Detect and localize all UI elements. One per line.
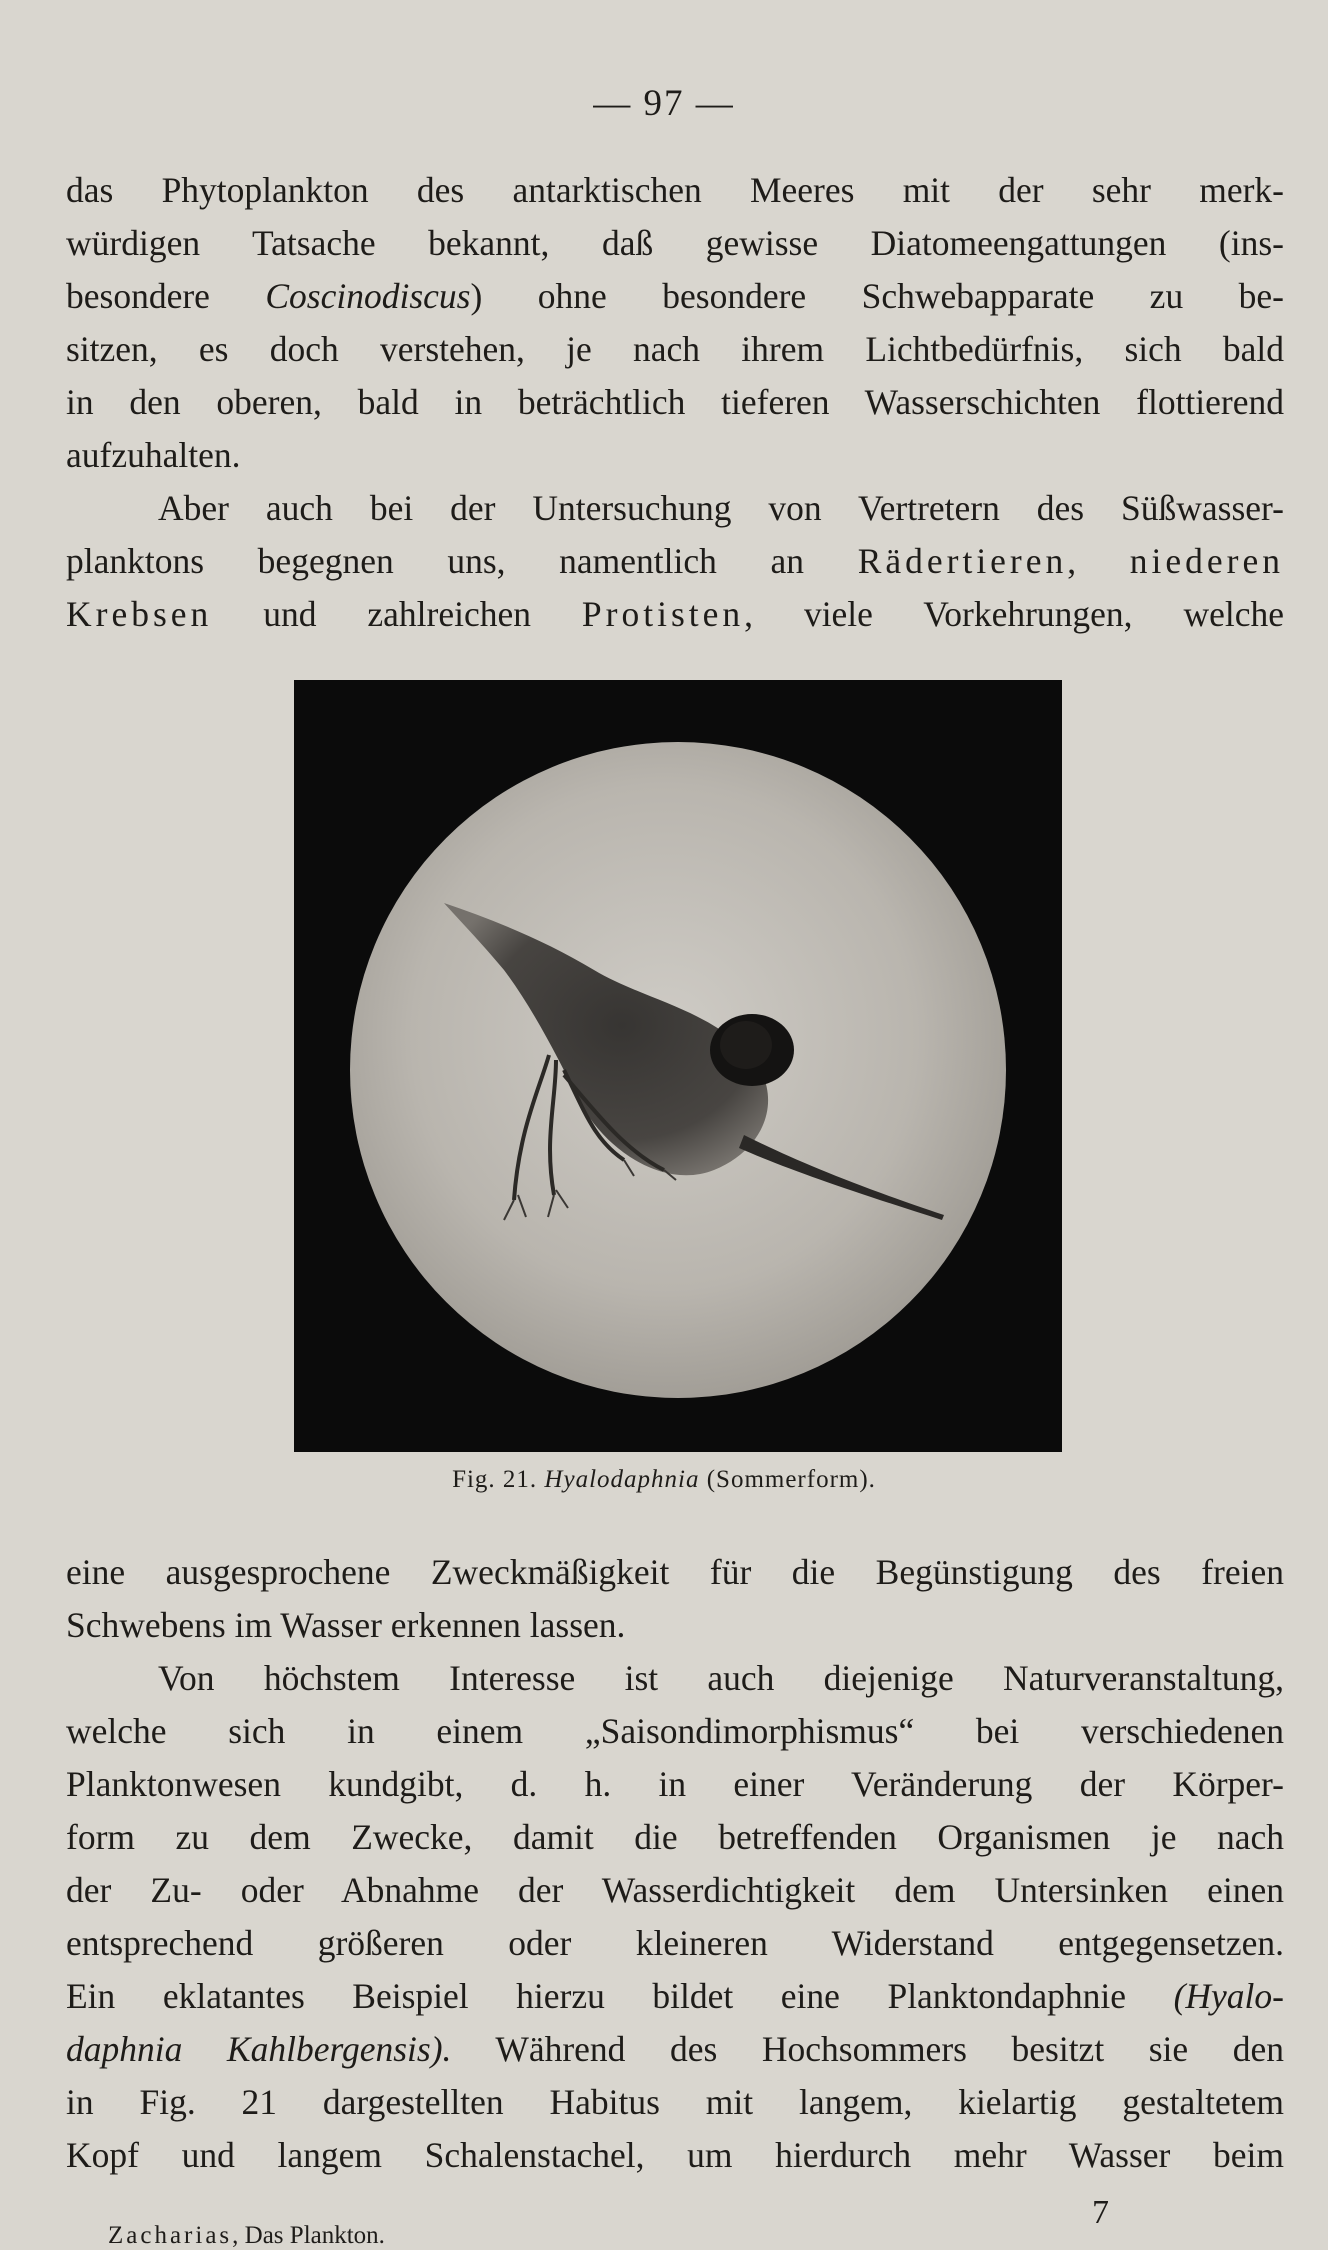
text-line xyxy=(66,1970,1284,2023)
text-line: entsprechend größeren oder kleineren Widerstand entgegensetzen. xyxy=(66,1923,1284,1963)
text-line: würdigen Tatsache bekannt, daß gewisse Diatomeengattungen (ins- xyxy=(66,223,1284,263)
footer-sheet-number: 7 xyxy=(1092,2194,1109,2231)
text-line: in Fig. 21 dargestellten Habitus mit langem, kielartig gestaltetem xyxy=(66,2082,1284,2122)
spaced-term: Krebsen xyxy=(66,594,213,634)
caption-prefix: Fig. 21. xyxy=(452,1466,545,1493)
text-segment: , viele Vorkehrungen, welche xyxy=(744,594,1284,634)
top-text-block xyxy=(66,164,1284,641)
footer-title: , Das Plankton. xyxy=(232,2222,385,2249)
footer-author: Zacharias xyxy=(108,2222,233,2249)
hyalodaphnia-micrograph xyxy=(294,680,1062,1452)
text-line xyxy=(66,588,1284,641)
text-line: der Zu- oder Abnahme der Wasserdichtigkeit dem Untersinken einen xyxy=(66,1870,1284,1910)
text-line xyxy=(66,2023,1284,2076)
text-line xyxy=(66,535,1284,588)
text-segment: Während des Hochsommers besitzt sie den xyxy=(451,2029,1284,2069)
text-line: aufzuhalten. xyxy=(66,435,241,475)
text-line: sitzen, es doch verstehen, je nach ihrem Lichtbedürfnis, sich bald xyxy=(66,329,1284,369)
caption-suffix: (Sommerform). xyxy=(699,1466,876,1493)
text-line: form zu dem Zwecke, damit die betreffenden Organismen je nach xyxy=(66,1817,1284,1857)
caption-species: Hyalodaphnia xyxy=(544,1466,700,1493)
text-line: Planktonwesen kundgibt, d. h. in einer Veränderung der Körper- xyxy=(66,1764,1284,1804)
text-segment: planktons begegnen uns, namentlich an xyxy=(66,541,858,581)
text-segment: besondere xyxy=(66,276,266,316)
footer-signature-line xyxy=(108,2222,385,2250)
text-line: eine ausgesprochene Zweckmäßigkeit für die Begünstigung des freien xyxy=(66,1552,1284,1592)
figure-photograph xyxy=(294,680,1062,1452)
italic-term: (Hyalo- xyxy=(1173,1976,1284,2016)
text-line: in den oberen, bald in beträchtlich tieferen Wasserschichten flottierend xyxy=(66,382,1284,422)
text-line: das Phytoplankton des antarktischen Meeres mit der sehr merk- xyxy=(66,170,1284,210)
text-line: Von höchstem Interesse ist auch diejenige Naturveranstaltung, xyxy=(158,1658,1284,1698)
text-line xyxy=(66,270,1284,323)
text-line: Aber auch bei der Untersuchung von Vertretern des Süßwasser- xyxy=(158,488,1284,528)
text-segment: , xyxy=(1067,541,1130,581)
spaced-term: Rädertieren xyxy=(857,541,1068,581)
bottom-text-block xyxy=(66,1546,1284,2182)
text-segment: und zahlreichen xyxy=(212,594,582,634)
page-number: — 97 — xyxy=(593,83,735,124)
text-segment: ) ohne besondere Schwebapparate zu be- xyxy=(470,276,1284,316)
text-line: Kopf und langem Schalenstachel, um hierdurch mehr Wasser beim xyxy=(66,2135,1284,2175)
figure-caption xyxy=(0,1466,1328,1494)
text-line: Schwebens im Wasser erkennen lassen. xyxy=(66,1605,626,1645)
spaced-term: Protisten xyxy=(581,594,745,634)
text-segment: Ein eklatantes Beispiel hierzu bildet eine Planktondaphnie xyxy=(66,1976,1174,2016)
italic-term: daphnia Kahlbergensis). xyxy=(66,2029,452,2069)
italic-term: Coscinodiscus xyxy=(265,276,471,316)
text-line: welche sich in einem „Saisondimorphismus“ bei verschiedenen xyxy=(66,1711,1284,1751)
spaced-term: niederen xyxy=(1129,541,1284,581)
